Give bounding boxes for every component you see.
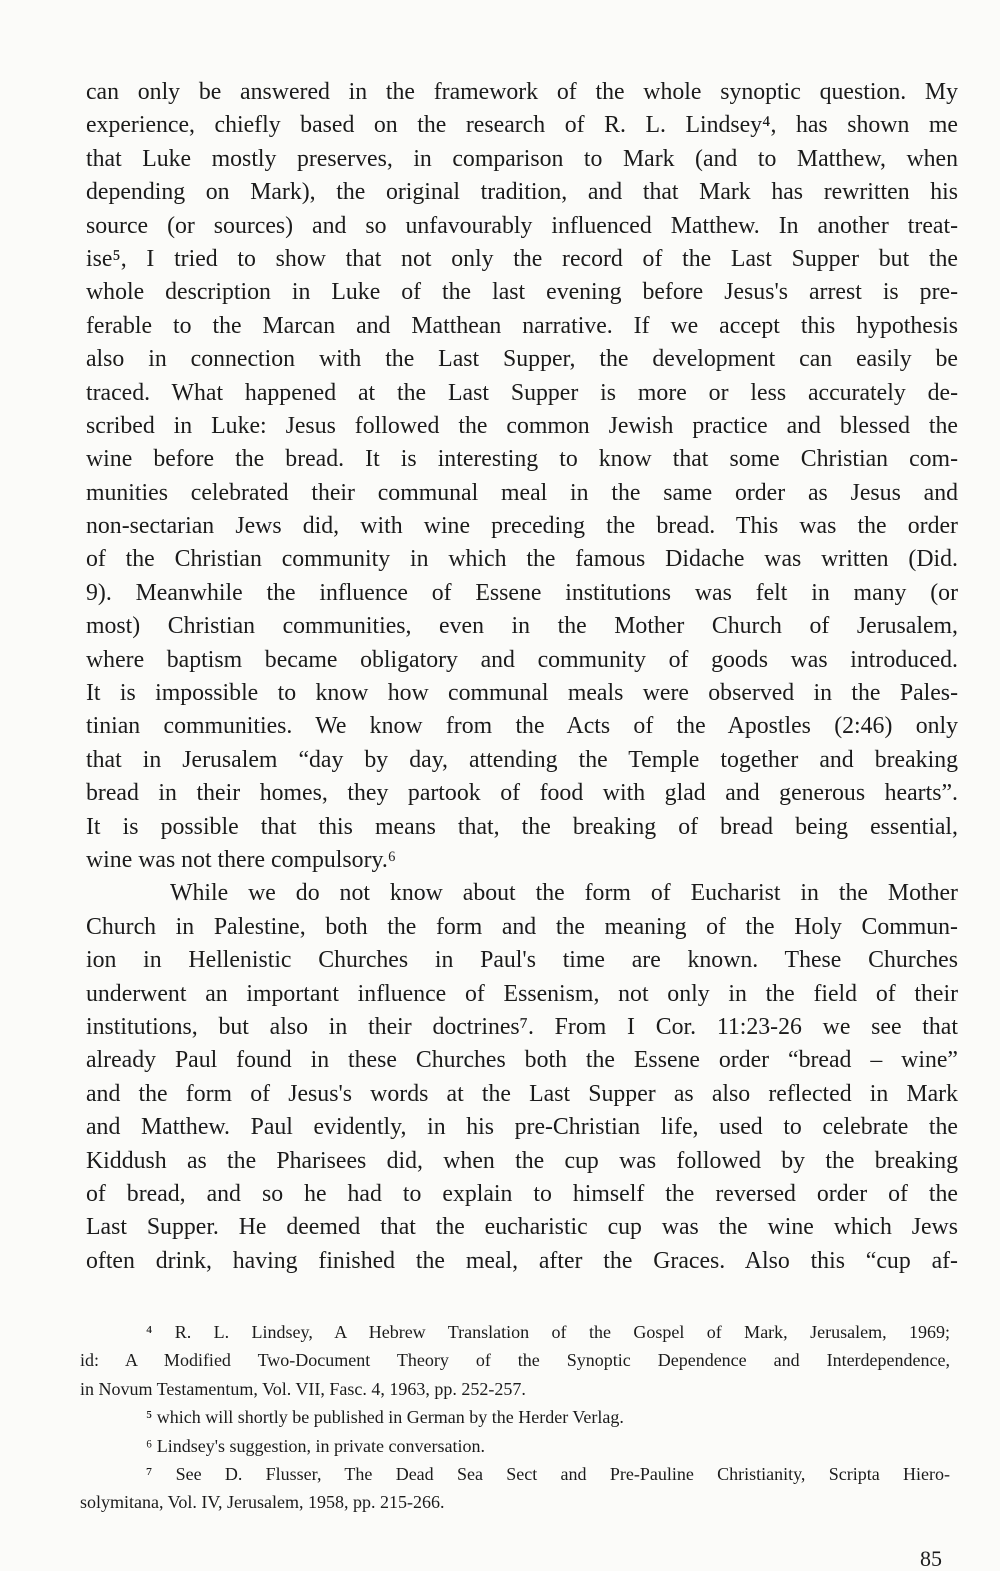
text-line: ferable to the Marcan and Matthean narrative. If we accept this hypothesis (86, 312, 958, 339)
text-line: ion in Hellenistic Churches in Paul's time are known. These Churches (86, 947, 958, 974)
text-line: non-sectarian Jews did, with wine preceding the bread. This was the order (86, 513, 958, 540)
footnotes (80, 1318, 950, 1517)
text-line: depending on Mark), the original tradition, and that Mark has rewritten his (86, 179, 958, 206)
text-line: wine before the bread. It is interesting to know that some Christian com- (86, 446, 958, 473)
paragraph-first-line: While we do not know about the form of Eucharist in the Mother (170, 880, 958, 907)
footnote-line: ⁷ See D. Flusser, The Dead Sea Sect and Pre-Pauline Christianity, Scripta Hiero- (146, 1463, 950, 1484)
text-line: It is impossible to know how communal meals were observed in the Pales- (86, 680, 958, 707)
footnote-line: ⁶ Lindsey's suggestion, in private conversation. (146, 1435, 485, 1456)
text-line: and the form of Jesus's words at the Last Supper as also reflected in Mark (86, 1080, 958, 1107)
text-line: Last Supper. He deemed that the eucharistic cup was the wine which Jews (86, 1214, 958, 1241)
text-line: scribed in Luke: Jesus followed the common Jewish practice and blessed the (86, 412, 958, 439)
main-text (86, 76, 958, 1278)
text-line: underwent an important influence of Essenism, not only in the field of their (86, 980, 958, 1007)
text-line: institutions, but also in their doctrines⁷. From I Cor. 11:23-26 we see that (86, 1013, 958, 1040)
text-line: also in connection with the Last Supper, the development can easily be (86, 346, 958, 373)
text-line: experience, chiefly based on the research of R. L. Lindsey⁴, has shown me (86, 112, 958, 139)
footnote-line: id: A Modified Two-Document Theory of the Synoptic Dependence and Interdependence, (80, 1350, 950, 1371)
text-line: and Matthew. Paul evidently, in his pre-Christian life, used to celebrate the (86, 1114, 958, 1141)
text-line: traced. What happened at the Last Supper is more or less accurately de- (86, 379, 958, 406)
text-line: that Luke mostly preserves, in comparison to Mark (and to Matthew, when (86, 145, 958, 172)
text-line: already Paul found in these Churches both the Essene order “bread – wine” (86, 1047, 958, 1074)
text-line: that in Jerusalem “day by day, attending the Temple together and breaking (86, 746, 958, 773)
text-line: bread in their homes, they partook of food with glad and generous hearts”. (86, 780, 958, 807)
footnote-line: solymitana, Vol. IV, Jerusalem, 1958, pp. 215-266. (80, 1492, 445, 1513)
text-line: whole description in Luke of the last evening before Jesus's arrest is pre- (86, 279, 958, 306)
footnote-line: in Novum Testamentum, Vol. VII, Fasc. 4, 1963, pp. 252-257. (80, 1378, 526, 1399)
text-line: often drink, having finished the meal, after the Graces. Also this “cup af- (86, 1247, 958, 1274)
footnote-line: ⁵ which will shortly be published in German by the Herder Verlag. (146, 1407, 624, 1428)
text-line: munities celebrated their communal meal in the same order as Jesus and (86, 479, 958, 506)
text-line: most) Christian communities, even in the Mother Church of Jerusalem, (86, 613, 958, 640)
text-line: ise⁵, I tried to show that not only the record of the Last Supper but the (86, 245, 958, 272)
text-line: can only be answered in the framework of the whole synoptic question. My (86, 79, 958, 105)
text-line: tinian communities. We know from the Acts of the Apostles (2:46) only (86, 713, 958, 740)
text-line: of the Christian community in which the famous Didache was written (Did. (86, 546, 958, 573)
text-line: of bread, and so he had to explain to himself the reversed order of the (86, 1180, 958, 1207)
text-line: where baptism became obligatory and community of goods was introduced. (86, 646, 958, 673)
text-line: Kiddush as the Pharisees did, when the cup was followed by the breaking (86, 1147, 958, 1174)
text-line: wine was not there compulsory.⁶ (86, 846, 397, 873)
text-line: It is possible that this means that, the breaking of bread being essential, (86, 813, 958, 840)
text-line: source (or sources) and so unfavourably influenced Matthew. In another treat- (86, 212, 958, 239)
text-line: Church in Palestine, both the form and the meaning of the Holy Commun- (86, 913, 958, 940)
text-line: 9). Meanwhile the influence of Essene institutions was felt in many (or (86, 579, 958, 606)
footnote-line: ⁴ R. L. Lindsey, A Hebrew Translation of the Gospel of Mark, Jerusalem, 1969; (146, 1322, 950, 1342)
page-number: 85 (920, 1546, 942, 1571)
